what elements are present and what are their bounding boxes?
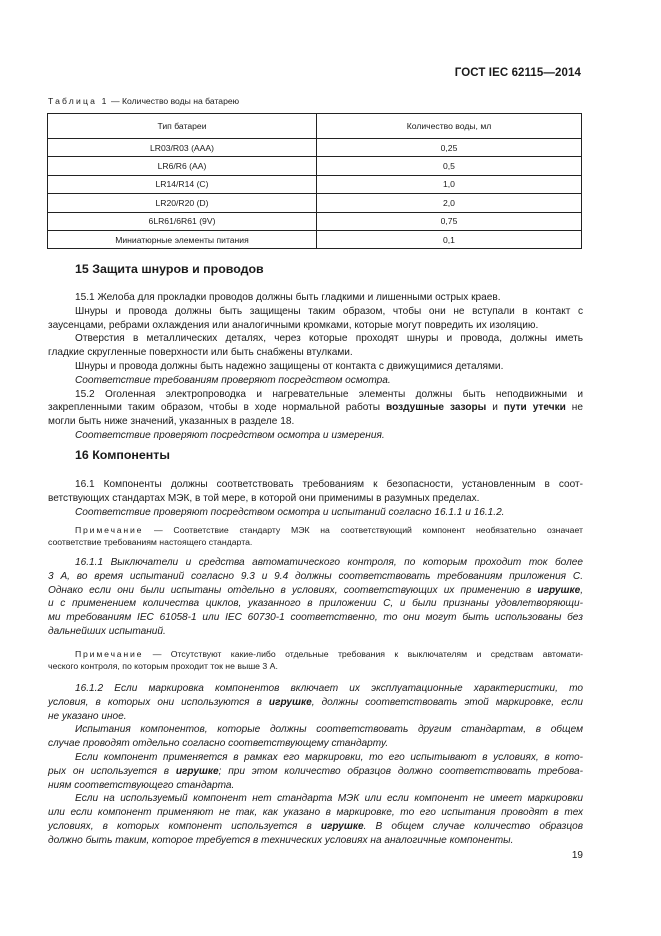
- table-row: [48, 175, 582, 193]
- text-line: Если на используемый компонент нет стандарта МЭК или если компонент не имеет маркировки: [75, 793, 583, 805]
- text-line: Испытания компонентов, которые должны соответствовать другим стандартам, в общем: [75, 724, 583, 736]
- text-fragment: и: [486, 402, 504, 414]
- water-amount-cell: 0,1: [317, 230, 582, 248]
- battery-type-cell: LR6/R6 (AA): [48, 157, 317, 175]
- battery-type-cell: LR20/R20 (D): [48, 194, 317, 212]
- text-line: ми требованиям IEC 61058-1 или IEC 60730-1 соответственно, то они могут быть использованы без: [48, 612, 583, 624]
- text-line: Шнуры и провода должны быть надежно защищены от контакта с движущимися деталями.: [75, 360, 504, 372]
- text-line: ниям соответствующего стандарта.: [48, 779, 235, 791]
- text-line: 16.1.1 Выключатели и средства автоматического контроля, по которым проходит ток более: [75, 557, 583, 568]
- text-line: или если компонент применяют не так, как указано в маркировке, то его испытания проводят в тех: [48, 807, 583, 819]
- para-15-1: 15.1 Желоба для прокладки проводов должны быть гладкими и лишенными острых краев.: [75, 292, 501, 303]
- text-line: 16.1.2 Если маркировка компонентов включает их эксплуатационные характеристики, то: [75, 683, 583, 694]
- term-toy: игрушке: [268, 696, 312, 708]
- text-line: 3 А, во время испытаний согласно 9.3 и 9.4 должны соответствовать требованиям приложения С.: [48, 570, 583, 582]
- battery-type-cell: LR14/R14 (C): [48, 175, 317, 193]
- text-fragment: Однако если они были испытаны отдельно в условиях, соответствующих их применению в: [48, 584, 538, 596]
- water-amount-cell: 2,0: [317, 194, 582, 212]
- text-fragment: рых он используется в: [48, 765, 176, 777]
- table-row: [48, 194, 582, 212]
- text-fragment: , должны соответствовать этой маркировке, если: [311, 696, 583, 708]
- text-line: Если компонент применяется в рамках его маркировки, то его испытывают в условиях, в кото-: [75, 751, 583, 763]
- text-line: [48, 696, 583, 710]
- table-header-row: [48, 114, 582, 139]
- note-line: ческого контроля, по которым проходит ток не выше 3 А.: [48, 661, 278, 672]
- table-caption-text: — Количество воды на батарею: [108, 96, 240, 106]
- text-line: ветствующих стандартах МЭК, в той мере, в которой они применимы в разумных пределах.: [48, 492, 480, 504]
- text-line: не указано иное.: [48, 710, 127, 722]
- note-1: [48, 524, 583, 548]
- text-fragment: условиях, в которых компонент используется в: [48, 820, 321, 832]
- text-line: и с применением количества циклов, указанного в приложении С, и были признаны удовлетворяющи-: [48, 598, 583, 610]
- text-fragment: ,: [580, 584, 583, 596]
- note-label: Примечание: [75, 525, 144, 535]
- section-15-heading: 15 Защита шнуров и проводов: [75, 262, 264, 276]
- text-fragment: . В общем случае количество образцов: [363, 820, 583, 832]
- para-15-2: 15.2 Оголенная электропроводка и нагревательные элементы должны быть неподвижными и: [75, 388, 583, 400]
- note-text: — Отсутствуют какие-либо отдельные требования к выключателям и средствам автомати-: [143, 649, 583, 659]
- table-row: [48, 230, 582, 248]
- text-fragment: ; при этом количество образцов должно соответствовать требова-: [218, 765, 583, 777]
- standard-designation: ГОСТ IEC 62115—2014: [454, 67, 581, 79]
- note-2: [48, 648, 583, 672]
- column-header-battery-type: Тип батареи: [48, 114, 317, 139]
- water-per-battery-table: [47, 113, 582, 249]
- text-line: гладкие скругленные поверхности или быть снабжены втулками.: [48, 347, 353, 359]
- table-row: [48, 212, 582, 230]
- text-line: дальнейших испытаний.: [48, 625, 166, 637]
- term-creepage: пути утечки: [503, 402, 566, 414]
- battery-type-cell: 6LR61/6R61 (9V): [48, 212, 317, 230]
- term-clearances: воздушные зазоры: [386, 402, 487, 414]
- para-16-1-2: [48, 682, 583, 848]
- text-line: должно быть таким, которое требуется в технических условиях на аналогичные компоненты.: [48, 834, 514, 846]
- table-caption-label: Таблица 1: [48, 96, 109, 106]
- text-line: заусенцами, ребрами охлаждения или аналогичными кромками, которые могут повредить их изоляцию.: [48, 319, 539, 331]
- section-16-heading: 16 Компоненты: [75, 448, 170, 462]
- text-line: [48, 401, 583, 415]
- text-fragment: не: [565, 402, 583, 414]
- water-amount-cell: 0,5: [317, 157, 582, 175]
- battery-type-cell: LR03/R03 (AAA): [48, 139, 317, 157]
- text-line: [48, 820, 583, 834]
- term-toy: игрушке: [537, 584, 581, 596]
- para-16-1-1: [48, 556, 583, 639]
- note-line: соответствие требованиям настоящего стандарта.: [48, 537, 253, 548]
- text-fragment: закрепленными таким образом, чтобы в ходе нормальной работы: [48, 402, 386, 414]
- water-amount-cell: 1,0: [317, 175, 582, 193]
- table-row: [48, 157, 582, 175]
- table-row: [48, 139, 582, 157]
- text-line: Отверстия в металлических деталях, через которые проходят шнуры и провода, должны иметь: [75, 333, 583, 345]
- text-line: могли быть ниже значений, указанных в разделе 18.: [48, 416, 295, 428]
- water-amount-cell: 0,25: [317, 139, 582, 157]
- term-toy: игрушке: [175, 765, 219, 777]
- water-amount-cell: 0,75: [317, 212, 582, 230]
- para-16-1: 16.1 Компоненты должны соответствовать требованиям к безопасности, установленным в соот-: [75, 479, 583, 490]
- battery-type-cell: Миниатюрные элементы питания: [48, 230, 317, 248]
- text-line: [48, 584, 583, 598]
- note-line: [75, 648, 583, 660]
- page-number: 19: [571, 850, 583, 861]
- text-line: случае проводят отдельно согласно соответствующему стандарту.: [48, 738, 389, 750]
- text-line: Шнуры и провода должны быть защищены таким образом, чтобы они не вступали в контакт с: [75, 305, 583, 317]
- text-fragment: условия, в которых они используются в: [48, 696, 269, 708]
- compliance-line: Соответствие проверяют посредством осмотра и измерения.: [75, 429, 385, 441]
- text-line: [48, 765, 583, 779]
- compliance-line: Соответствие требованиям проверяют посредством осмотра.: [75, 374, 391, 386]
- note-text: — Соответствие стандарту МЭК на соответствующий компонент необязательно означает: [143, 525, 583, 535]
- note-label: Примечание: [75, 649, 144, 659]
- section-16-1-body: [48, 478, 583, 519]
- note-line: [75, 524, 583, 536]
- term-toy: игрушке: [320, 820, 364, 832]
- column-header-water-amount: Количество воды, мл: [317, 114, 582, 139]
- table-caption: [48, 96, 239, 106]
- compliance-line: Соответствие проверяют посредством осмотра и испытаний согласно 16.1.1 и 16.1.2.: [75, 506, 505, 518]
- section-15-body: [48, 291, 583, 443]
